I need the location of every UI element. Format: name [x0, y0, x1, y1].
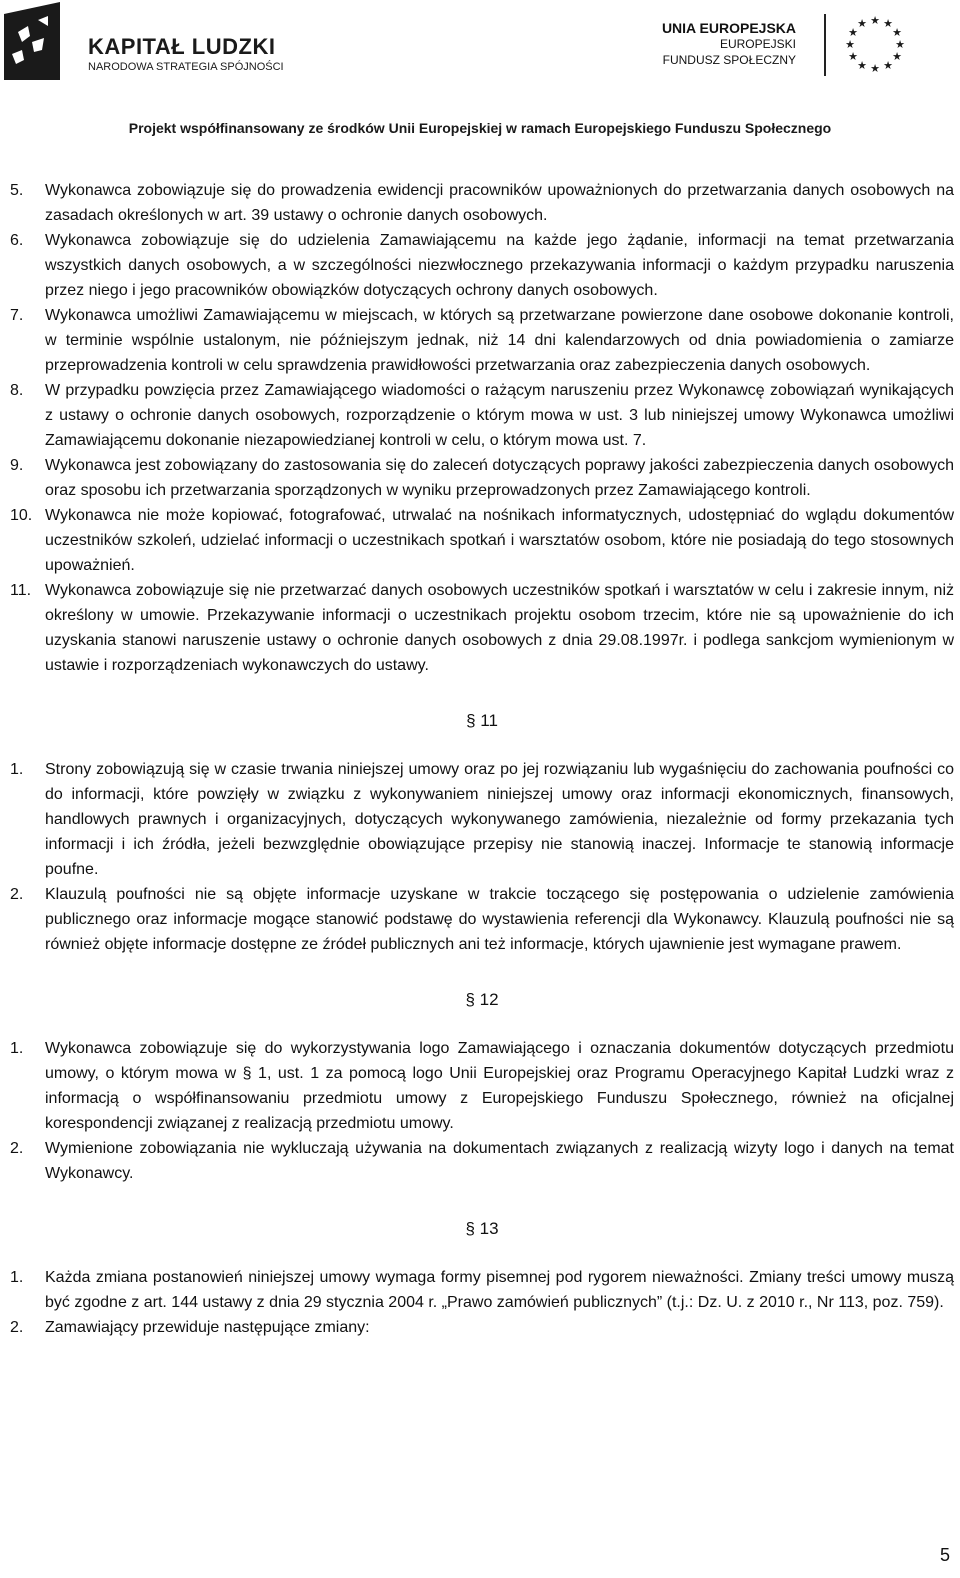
list-item: [10, 578, 954, 678]
svg-text:★: ★: [870, 14, 880, 27]
eu-logo: [661, 10, 942, 80]
section-heading-13: § 13: [465, 1219, 499, 1238]
eu-stars-icon: [840, 12, 910, 78]
list-item: [10, 303, 954, 378]
svg-text:★: ★: [848, 26, 858, 39]
list-item: [10, 453, 954, 503]
svg-text:★: ★: [883, 59, 893, 72]
item-text: Zamawiający przewiduje następujące zmiany:: [45, 1319, 370, 1336]
page-number: 5: [939, 1545, 950, 1565]
eu-logo-text: [662, 20, 796, 68]
item-number: 1.: [10, 761, 24, 778]
list-item: [10, 503, 954, 578]
section-12-items: [10, 1036, 954, 1186]
list-item: [10, 1265, 954, 1315]
list-item: [10, 178, 954, 228]
item-number: 8.: [10, 382, 24, 399]
item-text: Strony zobowiązują się w czasie trwania niniejszej umowy oraz po jej rozwiązaniu lub wygaśnięciu do zachowania poufności co do informacji, które powzięły w związku z wykonywaniem niniejszej umowy oraz informacji ekonomicznych, finansowych, handlowych prawnych i organizacyjnych, dotyczących wykonywanego zamówienia, niezależnie od formy przekazania tych informacji i ich źródła, jeżeli bezwzględnie obowiązujące przepisy nie stanowią inaczej. Informacje te stanowią informacje poufne.: [45, 761, 954, 878]
item-text: Wykonawca umożliwi Zamawiającemu w miejscach, w których są przetwarzane powierzone dane osobowe dokonanie kontroli, w terminie wspólnie ustalonym, nie późniejszym jednak, niż 14 dni kalendarzowych od dnia powiadomienia o zamiarze przeprowadzenia kontroli w celu sprawdzenia prawidłowości przetwarzania oraz zabezpieczenia danych osobowych.: [45, 307, 954, 374]
kapital-ludzki-logo: [2, 2, 302, 82]
section-13-items: [10, 1265, 954, 1340]
list-item: [10, 228, 954, 303]
svg-text:★: ★: [857, 17, 867, 30]
section-heading-11: § 11: [466, 711, 498, 730]
item-text: Wymienione zobowiązania nie wykluczają używania na dokumentach związanych z realizacją wizyty logo i danych na temat Wykonawcy.: [45, 1140, 954, 1182]
kapital-ludzki-title: KAPITAŁ LUDZKI: [88, 34, 276, 59]
item-number: 2.: [10, 1140, 24, 1157]
svg-text:★: ★: [848, 50, 858, 63]
item-number: 1.: [10, 1269, 24, 1286]
list-item: [10, 378, 954, 453]
item-text: Wykonawca zobowiązuje się do wykorzystywania logo Zamawiającego i oznaczania dokumentów dotyczących przedmiotu umowy, o którym mowa w § 1, ust. 1 za pomocą logo Unii Europejskiej oraz Programu Operacyjnego Kapitał Ludzki wraz z informacją o współfinansowaniu przedmiotu umowy z Europejskiego Funduszu Społecznego, również na oficjalnej korespondencji związanej z realizacją przedmiotu umowy.: [45, 1040, 954, 1132]
svg-text:★: ★: [845, 38, 855, 51]
list-item: [10, 1136, 954, 1186]
item-text: Wykonawca zobowiązuje się nie przetwarzać danych osobowych uczestników spotkań i warsztatów w celu i zakresie innym, niż określony w umowie. Przekazywanie informacji o uczestnikach projektu osobom trzecim, które nie są upoważnienie do ich uzyskania stanowi naruszenie ustawy o ochronie danych osobowych z dnia 29.08.1997r. i podlega sankcjom wymienionym w ustawie i rozporządzeniach wykonawczych do ustawy.: [45, 582, 954, 674]
item-number: 6.: [10, 232, 24, 249]
svg-text:★: ★: [895, 38, 905, 51]
cofinancing-banner: Projekt współfinansowany ze środków Unii Europejskiej w ramach Europejskiego Funduszu Społecznego: [128, 120, 832, 136]
item-number: 5.: [10, 182, 24, 199]
item-text: W przypadku powzięcia przez Zamawiającego wiadomości o rażącym naruszeniu przez Wykonawcę zobowiązań wynikających z ustawy o ochronie danych osobowych, rozporządzenie o którym mowa w ust. 3 lub niniejszej umowy Wykonawca umożliwi Zamawiającemu dokonanie niezapowiedzianej kontroli w celu, o którym mowa ust. 7.: [45, 382, 954, 449]
item-number: 11.: [10, 582, 32, 599]
item-text: Wykonawca nie może kopiować, fotografować, utrwalać na nośnikach informatycznych, udostępniać do wglądu dokumentów uczestników szkoleń, udzielać informacji o uczestnikach spotkań i warsztatów osobom, które nie posiadają do tego stosownych upoważnień.: [45, 507, 954, 574]
svg-text:★: ★: [883, 17, 893, 30]
item-number: 9.: [10, 457, 24, 474]
item-number: 7.: [10, 307, 24, 324]
item-text: Wykonawca zobowiązuje się do udzielenia Zamawiającemu na każde jego żądanie, informacji na temat przetwarzania wszystkich danych osobowych, a w szczególności niezwłocznego przekazywania informacji o każdym przypadku naruszenia przez niego i jego pracowników obowiązków dotyczących ochrony danych osobowych.: [45, 232, 954, 299]
list-item: [10, 882, 954, 957]
svg-text:★: ★: [892, 26, 902, 39]
eu-logo-divider: [824, 14, 826, 76]
item-text: Wykonawca zobowiązuje się do prowadzenia ewidencji pracowników upoważnionych do przetwarzania danych osobowych na zasadach określonych w art. 39 ustawy o ochronie danych osobowych.: [45, 182, 954, 224]
item-number: 1.: [10, 1040, 24, 1057]
item-text: Klauzulą poufności nie są objęte informacje uzyskane w trakcie toczącego się postępowania o udzielenie zamówienia publicznego oraz informacje mogące stanowić podstawę do wystawienia referencji dla Wykonawcy. Klauzulą poufności nie są również objęte informacje dostępne ze źródeł publicznych ani też informacje, których ujawnienie jest wymagane prawem.: [45, 886, 954, 953]
item-number: 10.: [10, 507, 33, 524]
kapital-ludzki-emblem-icon: [2, 2, 82, 82]
svg-text:★: ★: [857, 59, 867, 72]
section-heading-12: § 12: [465, 990, 499, 1009]
eu-logo-line1: UNIA EUROPEJSKA: [661, 20, 796, 36]
list-item: [10, 1315, 954, 1340]
list-item: [10, 757, 954, 882]
page-header: [0, 0, 960, 145]
kapital-ludzki-subtitle: NARODOWA STRATEGIA SPÓJNOŚCI: [88, 61, 284, 73]
item-text: Wykonawca jest zobowiązany do zastosowania się do zaleceń dotyczących poprawy jakości zabezpieczenia danych osobowych oraz sposobu ich przetwarzania sporządzonych w wyniku przeprowadzonych przez Zamawiającego kontroli.: [45, 457, 954, 499]
svg-text:★: ★: [870, 62, 880, 75]
item-number: 2.: [10, 1319, 24, 1336]
item-text: Każda zmiana postanowień niniejszej umowy wymaga formy pisemnej pod rygorem nieważności. Zmiany treści umowy muszą być zgodne z art. 144 ustawy z dnia 29 stycznia 2004 r. „Prawo zamówień publicznych” (t.j.: Dz. U. z 2010 r., Nr 113, poz. 759).: [45, 1269, 954, 1311]
svg-text:★: ★: [892, 50, 902, 63]
section-11-items: [10, 757, 954, 957]
eu-logo-line2: EUROPEJSKI: [719, 37, 796, 51]
eu-logo-line3: FUNDUSZ SPOŁECZNY: [662, 53, 796, 67]
document-body: [10, 178, 954, 1340]
clauses-5-11: [10, 178, 954, 678]
list-item: [10, 1036, 954, 1136]
item-number: 2.: [10, 886, 24, 903]
